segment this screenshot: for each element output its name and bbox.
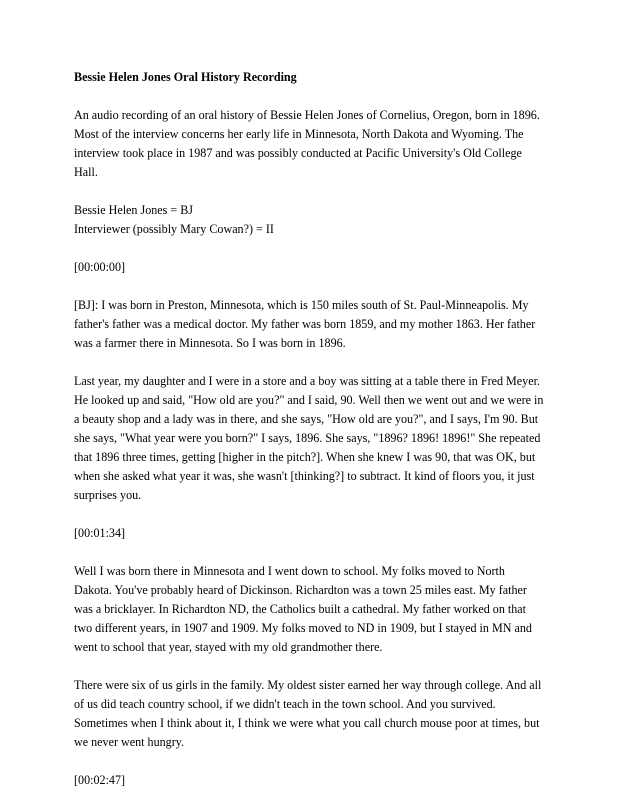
text-line: Most of the interview concerns her early life in Minnesota, North Dakota and Wyoming. The xyxy=(74,127,524,141)
timestamp: [00:00:00] xyxy=(74,260,126,274)
transcript-paragraph xyxy=(74,562,552,657)
text-line: we never went hungry. xyxy=(74,735,185,749)
text-line: went to school that year, stayed with my old grandmother there. xyxy=(74,640,383,654)
text-line: was a farmer there in Minnesota. So I was born in 1896. xyxy=(74,336,346,350)
text-line: that 1896 three times, getting [higher in the pitch?]. When she knew I was 90, that was OK, but xyxy=(74,450,536,464)
text-line: she says, "What year were you born?" I says, 1896. She says, "1896? 1896! 1896!" She repeated xyxy=(74,431,541,445)
text-line: Last year, my daughter and I were in a store and a boy was sitting at a table there in Fred Meyer. xyxy=(74,374,540,388)
text-line: Well I was born there in Minnesota and I went down to school. My folks moved to North xyxy=(74,564,505,578)
document-title: Bessie Helen Jones Oral History Recording xyxy=(74,70,297,84)
text-line: Sometimes when I think about it, I think we were what you call church mouse poor at times, but xyxy=(74,716,540,730)
speaker-entry: Bessie Helen Jones = BJ xyxy=(74,203,194,217)
text-line: He looked up and said, "How old are you?" and I said, 90. Well then we went out and we were in xyxy=(74,393,544,407)
transcript-paragraph xyxy=(74,296,552,353)
speaker-entry: Interviewer (possibly Mary Cowan?) = II xyxy=(74,222,274,236)
text-line: was a bricklayer. In Richardton ND, the Catholics built a cathedral. My father worked on that xyxy=(74,602,527,616)
speaker-key xyxy=(74,201,552,239)
document-page xyxy=(74,68,552,809)
text-line: Dakota. You've probably heard of Dickinson. Richardton was a town 25 miles east. My father xyxy=(74,583,527,597)
text-line: a beauty shop and a lady was in there, and she says, "How old are you?", and I says, I'm 90. But xyxy=(74,412,539,426)
transcript-paragraph xyxy=(74,372,552,505)
text-line: Hall. xyxy=(74,165,98,179)
text-line: There were six of us girls in the family. My oldest sister earned her way through college. And all xyxy=(74,678,542,692)
text-line: interview took place in 1987 and was possibly conducted at Pacific University's Old College xyxy=(74,146,522,160)
text-line: surprises you. xyxy=(74,488,142,502)
text-line: An audio recording of an oral history of Bessie Helen Jones of Cornelius, Oregon, born in 1896. xyxy=(74,108,540,122)
text-line: [BJ]: I was born in Preston, Minnesota, which is 150 miles south of St. Paul-Minneapolis. My xyxy=(74,298,529,312)
timestamp: [00:02:47] xyxy=(74,773,126,787)
text-line: of us did teach country school, if we didn't teach in the town school. And you survived. xyxy=(74,697,496,711)
timestamp: [00:01:34] xyxy=(74,526,126,540)
intro-paragraph xyxy=(74,106,552,182)
text-line: when she asked what year it was, she wasn't [thinking?] to subtract. It kind of floors you, it just xyxy=(74,469,535,483)
text-line: father's father was a medical doctor. My father was born 1859, and my mother 1863. Her father xyxy=(74,317,536,331)
transcript-paragraph xyxy=(74,676,552,752)
text-line: two different years, in 1907 and 1909. My folks moved to ND in 1909, but I stayed in MN and xyxy=(74,621,532,635)
